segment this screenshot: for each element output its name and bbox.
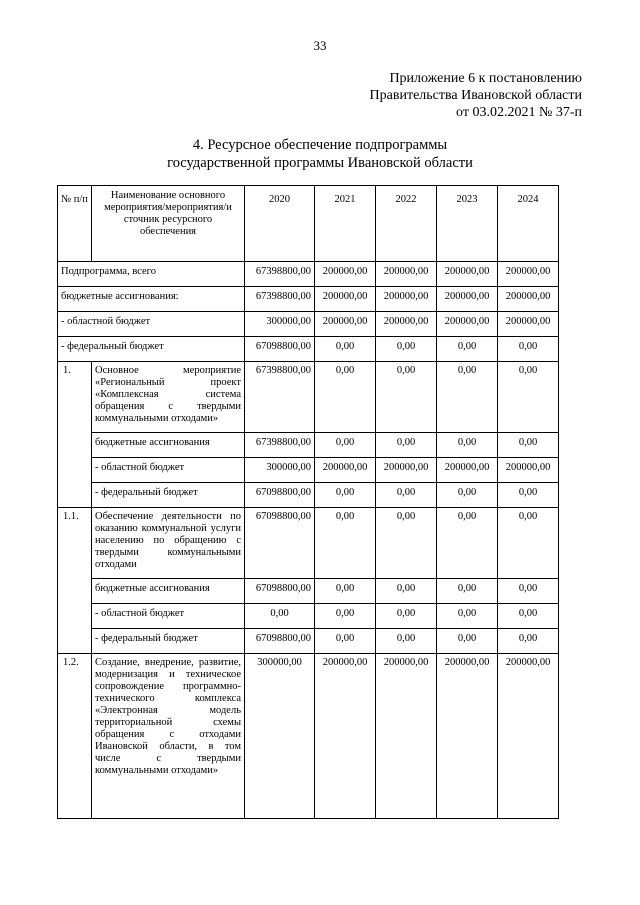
cell-value: 67098800,00 <box>245 579 315 604</box>
cell-value: 0,00 <box>437 483 498 508</box>
header-year: 2022 <box>376 186 437 262</box>
cell-value: 300000,00 <box>245 312 315 337</box>
cell-value: 0,00 <box>498 629 559 654</box>
cell-value: 0,00 <box>498 337 559 362</box>
table-row <box>58 362 559 433</box>
section-title-line-2: государственной программы Ивановской области <box>167 155 473 171</box>
row-name: Подпрограмма, всего <box>58 262 245 287</box>
cell-value: 200000,00 <box>315 654 376 819</box>
table-row <box>58 287 559 312</box>
cell-value: 200000,00 <box>498 458 559 483</box>
cell-value: 200000,00 <box>315 312 376 337</box>
cell-value: 0,00 <box>498 579 559 604</box>
cell-value: 200000,00 <box>376 262 437 287</box>
cell-value: 0,00 <box>437 433 498 458</box>
cell-value: 0,00 <box>376 508 437 579</box>
row-name: Обеспечение деятельности по оказанию коммунальной услуги населению по обращению с твердыми коммунальными отходами <box>92 508 245 579</box>
header-year: 2024 <box>498 186 559 262</box>
header-year: 2023 <box>437 186 498 262</box>
table-header-row <box>58 186 559 262</box>
row-name: бюджетные ассигнования <box>92 579 245 604</box>
cell-value: 0,00 <box>376 629 437 654</box>
cell-value: 0,00 <box>498 433 559 458</box>
cell-value: 67098800,00 <box>245 483 315 508</box>
cell-value: 0,00 <box>498 508 559 579</box>
cell-value: 0,00 <box>315 508 376 579</box>
cell-value: 0,00 <box>376 483 437 508</box>
cell-value: 0,00 <box>376 362 437 433</box>
cell-value: 200000,00 <box>315 458 376 483</box>
header-year: 2020 <box>245 186 315 262</box>
row-name: - областной бюджет <box>92 604 245 629</box>
table-row <box>58 508 559 579</box>
section-title-line-1: 4. Ресурсное обеспечение подпрограммы <box>192 137 448 153</box>
row-number: 1. <box>58 362 92 508</box>
resource-table <box>57 185 559 819</box>
cell-value: 0,00 <box>376 579 437 604</box>
cell-value: 0,00 <box>437 629 498 654</box>
cell-value: 0,00 <box>315 604 376 629</box>
table-row <box>58 604 559 629</box>
cell-value: 0,00 <box>437 579 498 604</box>
cell-value: 200000,00 <box>376 287 437 312</box>
cell-value: 67398800,00 <box>245 433 315 458</box>
cell-value: 67398800,00 <box>245 287 315 312</box>
row-name: - федеральный бюджет <box>92 629 245 654</box>
cell-value: 200000,00 <box>437 458 498 483</box>
cell-value: 200000,00 <box>315 287 376 312</box>
cell-value: 67398800,00 <box>245 362 315 433</box>
table-row <box>58 458 559 483</box>
cell-value: 0,00 <box>437 508 498 579</box>
table-row <box>58 433 559 458</box>
cell-value: 0,00 <box>315 433 376 458</box>
cell-value: 200000,00 <box>376 654 437 819</box>
page-number: 33 <box>313 38 327 53</box>
cell-value: 200000,00 <box>437 312 498 337</box>
row-name: - областной бюджет <box>92 458 245 483</box>
cell-value: 200000,00 <box>437 287 498 312</box>
cell-value: 0,00 <box>315 362 376 433</box>
cell-value: 0,00 <box>315 579 376 604</box>
row-name: бюджетные ассигнования <box>92 433 245 458</box>
cell-value: 200000,00 <box>498 312 559 337</box>
row-name: Основное мероприятие «Региональный проект «Комплексная система обращения с твердыми коммунальными отходами» <box>92 362 245 433</box>
header-name: Наименование основного мероприятия/мероприятия/и сточник ресурсного обеспечения <box>92 186 245 262</box>
cell-value: 0,00 <box>498 362 559 433</box>
table-row <box>58 629 559 654</box>
cell-value: 0,00 <box>315 483 376 508</box>
cell-value: 200000,00 <box>498 287 559 312</box>
cell-value: 0,00 <box>315 337 376 362</box>
cell-value: 0,00 <box>437 362 498 433</box>
row-name: - федеральный бюджет <box>92 483 245 508</box>
cell-value: 200000,00 <box>315 262 376 287</box>
cell-value: 67098800,00 <box>245 508 315 579</box>
table-row <box>58 337 559 362</box>
cell-value: 200000,00 <box>437 262 498 287</box>
header-num: № п/п <box>58 186 92 262</box>
section-title <box>0 136 640 172</box>
cell-value: 200000,00 <box>437 654 498 819</box>
row-name: бюджетные ассигнования: <box>58 287 245 312</box>
cell-value: 200000,00 <box>498 262 559 287</box>
cell-value: 67098800,00 <box>245 337 315 362</box>
row-number: 1.1. <box>58 508 92 654</box>
cell-value: 0,00 <box>376 604 437 629</box>
cell-value: 200000,00 <box>376 458 437 483</box>
row-name: - федеральный бюджет <box>58 337 245 362</box>
table-row <box>58 312 559 337</box>
appendix-line-3: от 03.02.2021 № 37-п <box>456 105 582 120</box>
cell-value: 0,00 <box>498 604 559 629</box>
header-year: 2021 <box>315 186 376 262</box>
table-row <box>58 483 559 508</box>
row-number: 1.2. <box>58 654 92 819</box>
cell-value: 200000,00 <box>376 312 437 337</box>
cell-value: 0,00 <box>376 433 437 458</box>
cell-value: 0,00 <box>498 483 559 508</box>
row-name: - областной бюджет <box>58 312 245 337</box>
cell-value: 0,00 <box>437 604 498 629</box>
row-name: Создание, внедрение, развитие, модернизация и техническое сопровождение программно-технического комплекса «Электронная модель территориальной схемы обращения с отходами Ивановской области, в том числе с твердыми коммунальными отходами» <box>92 654 245 819</box>
appendix-note <box>370 70 582 121</box>
table-row <box>58 579 559 604</box>
appendix-line-1: Приложение 6 к постановлению <box>389 71 582 86</box>
cell-value: 200000,00 <box>498 654 559 819</box>
table-row <box>58 654 559 819</box>
cell-value: 300000,00 <box>245 458 315 483</box>
cell-value: 0,00 <box>315 629 376 654</box>
cell-value: 0,00 <box>245 604 315 629</box>
cell-value: 67398800,00 <box>245 262 315 287</box>
cell-value: 0,00 <box>376 337 437 362</box>
cell-value: 67098800,00 <box>245 629 315 654</box>
table-row <box>58 262 559 287</box>
appendix-line-2: Правительства Ивановской области <box>369 88 582 103</box>
cell-value: 300000,00 <box>245 654 315 819</box>
cell-value: 0,00 <box>437 337 498 362</box>
